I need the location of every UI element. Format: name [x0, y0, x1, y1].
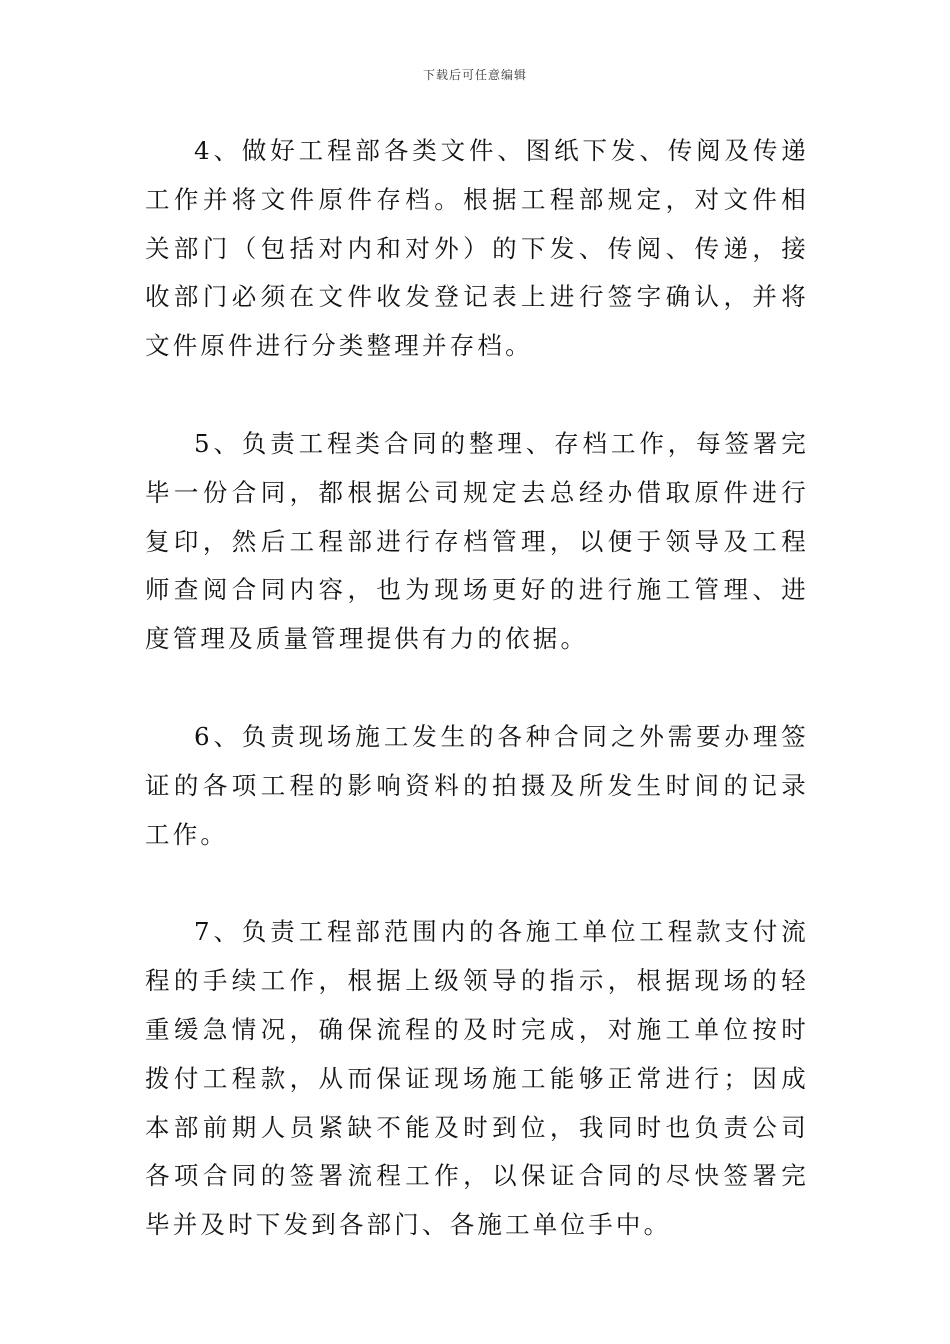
paragraph-item-6: 6、负责现场施工发生的各种合同之外需要办理签证的各项工程的影响资料的拍摄及所发生时间的记录工作。 — [145, 721, 809, 849]
paragraph-item-7: 7、负责工程部范围内的各施工单位工程款支付流程的手续工作，根据上级领导的指示，根据现场的轻重缓急情况，确保流程的及时完成，对施工单位按时拨付工程款，从而保证现场施工能够正常进行；因成本部前期人员紧缺不能及时到位，我同时也负责公司各项合同的签署流程工作，以保证合同的尽快签署完毕并及时下发到各部门、各施工单位手中。 — [145, 917, 809, 1240]
paragraph-item-4: 4、做好工程部各类文件、图纸下发、传阅及传递工作并将文件原件存档。根据工程部规定，对文件相关部门（包括对内和对外）的下发、传阅、传递，接收部门必须在文件收发登记表上进行签字确认，并将文件原件进行分类整理并存档。 — [145, 136, 809, 361]
paragraph-item-5: 5、负责工程类合同的整理、存档工作，每签署完毕一份合同，都根据公司规定去总经办借取原件进行复印，然后工程部进行存档管理，以便于领导及工程师查阅合同内容，也为现场更好的进行施工管理、进度管理及质量管理提供有力的依据。 — [145, 428, 809, 654]
document-body — [145, 127, 809, 1250]
page-header-note: 下载后可任意编辑 — [422, 68, 527, 82]
